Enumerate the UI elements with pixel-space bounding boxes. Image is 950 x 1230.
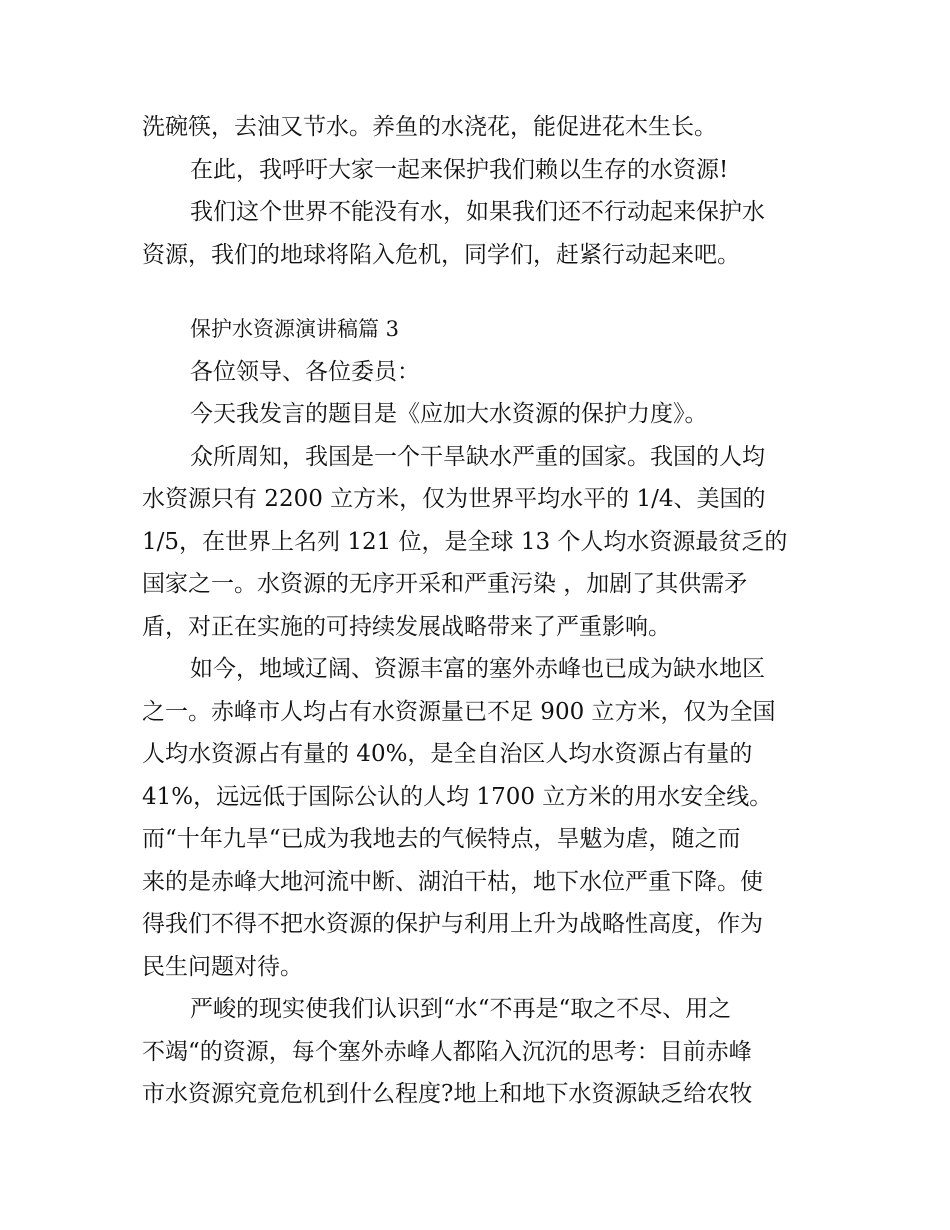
- paragraph-line: 在此，我呼吁大家一起来保护我们赖以生存的水资源!: [190, 156, 729, 183]
- paragraph-line: 41%，远远低于国际公认的人均 1700 立方米的用水安全线。: [142, 783, 773, 810]
- paragraph-line: 之一。赤峰市人均占有水资源量已不足 900 立方米，仅为全国: [142, 698, 776, 725]
- paragraph-line: 不竭“的资源，每个塞外赤峰人都陷入沉沉的思考：目前赤峰: [142, 1038, 752, 1065]
- paragraph-line: 资源，我们的地球将陷入危机，同学们，赶紧行动起来吧。: [142, 241, 740, 268]
- paragraph-line: 1/5，在世界上名列 121 位，是全球 13 个人均水资源最贫乏的: [142, 528, 788, 555]
- paragraph-line: 今天我发言的题目是《应加大水资源的保护力度》。: [190, 401, 708, 427]
- paragraph-line: 盾，对正在实施的可持续发展战略带来了严重影响。: [142, 613, 671, 640]
- salutation: 各位领导、各位委员：: [190, 358, 420, 385]
- paragraph-line: 人均水资源占有量的 40%，是全自治区人均水资源占有量的: [142, 741, 753, 767]
- paragraph-line: 得我们不得不把水资源的保护与利用上升为战略性高度，作为: [142, 911, 763, 937]
- paragraph-line: 水资源只有 2200 立方米，仅为世界平均水平的 1/4、美国的: [142, 486, 766, 512]
- paragraph-line: 我们这个世界不能没有水，如果我们还不行动起来保护水: [190, 199, 765, 225]
- paragraph-line: 如今，地域辽阔、资源丰富的塞外赤峰也已成为缺水地区: [190, 656, 765, 682]
- section-gap: [142, 276, 822, 308]
- document-body: [142, 106, 822, 1116]
- paragraph-line: 来的是赤峰大地河流中断、湖泊干枯，地下水位严重下降。使: [142, 868, 763, 895]
- paragraph-line: 市水资源究竟危机到什么程度?地上和地下水资源缺乏给农牧: [142, 1081, 753, 1107]
- paragraph-line: 洗碗筷，去油又节水。养鱼的水浇花，能促进花木生长。: [142, 114, 717, 140]
- paragraph-line: 众所周知，我国是一个干旱缺水严重的国家。我国的人均: [190, 443, 765, 470]
- paragraph-line: 而“十年九旱“已成为我地去的气候特点，旱魃为虐，随之而: [142, 826, 741, 852]
- section-title: 保护水资源演讲稿篇 3: [190, 317, 400, 341]
- paragraph-line: 国家之一。水资源的无序开采和严重污染 ，加剧了其供需矛: [142, 571, 748, 597]
- paragraph-line: 民生问题对待。: [142, 953, 303, 980]
- paragraph-line: 严峻的现实使我们认识到“水“不再是“取之不尽、用之: [190, 996, 732, 1022]
